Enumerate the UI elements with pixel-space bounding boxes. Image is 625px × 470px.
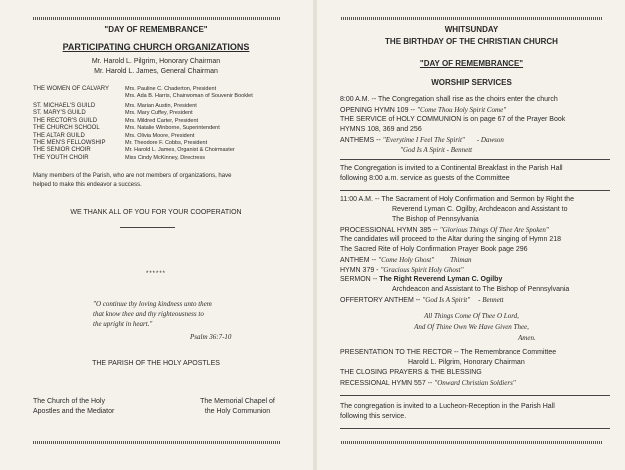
early-anthems: ANTHEMS -- "Everytime I Feel The Spirit" - Dawson <box>340 136 504 144</box>
verse-line-2: And Of Thine Own We Have Given Thee, <box>414 323 529 331</box>
early-service-intro: 8:00 A.M. -- The Congregation shall rise as the choirs enter the church <box>340 96 558 103</box>
breakfast-line-1: The Congregation is invited to a Continental Breakfast in the Parish Hall <box>340 165 563 172</box>
organization-name: ST. MARY'S GUILD <box>33 110 86 117</box>
quote-reference: Psalm 36:7-10 <box>190 333 232 341</box>
organization-member: Miss Cindy McKinney, Directress <box>125 154 205 161</box>
luncheon-line-2: following this service. <box>340 413 407 420</box>
processional-hymn: PROCESSIONAL HYMN 385 -- "Glorious Things Of Thee Are Spoken" <box>340 226 549 234</box>
sermon-line: SERMON -- The Right Reverend Lyman C. Ogilby <box>340 276 503 283</box>
hymn-379: HYMN 379 - "Gracious Spirit Holy Ghost" <box>340 266 464 274</box>
late-anthem: ANTHEM -- "Come Holy Ghost" Thiman <box>340 256 472 264</box>
confirmation-line-1: 11:00 A.M. -- The Sacrament of Holy Confirmation and Sermon by Right the <box>340 196 574 203</box>
quote-line-1: "O continue thy loving kindness unto them <box>93 300 212 308</box>
bottom-ornament-rule <box>33 441 281 444</box>
organization-member: Mr. Theodore F. Cobbs, President <box>125 140 208 147</box>
thanks-text: WE THANK ALL OF YOU FOR YOUR COOPERATION <box>70 209 242 216</box>
right-page <box>318 0 625 470</box>
page-gutter <box>313 0 317 470</box>
church-right-line-2: the Holy Communion <box>204 408 271 415</box>
opening-hymn: OPENING HYMN 109 -- "Come Thou Holy Spirit Come" <box>340 106 507 114</box>
organization-name: THE ALTAR GUILD <box>33 132 85 139</box>
honorary-chairman: Mr. Harold L. Pilgrim, Honorary Chairman <box>91 58 221 65</box>
divider-4 <box>340 428 610 429</box>
church-left-line-1: The Church of the Holy <box>33 398 105 405</box>
top-ornament-rule <box>33 17 281 20</box>
sacred-rite-note: The Sacred Rite of Holy Confirmation Prayer Book page 296 <box>340 246 528 253</box>
organization-name: THE CHURCH SCHOOL <box>33 125 100 132</box>
organization-member: Mrs. Ada B. Harris, Chairwoman of Souvenir Booklet <box>125 93 253 100</box>
remembrance-title: "DAY OF REMEMBRANCE" <box>419 59 524 68</box>
confirmation-line-2: Reverend Lyman C. Ogilby, Archdeacon and Assistant to <box>392 206 568 213</box>
organizations-heading: PARTICIPATING CHURCH ORGANIZATIONS <box>62 42 250 52</box>
organization-name: THE SENIOR CHOIR <box>33 147 91 154</box>
stars-ornament: ****** <box>145 271 166 277</box>
organization-name: THE RECTOR'S GUILD <box>33 117 98 124</box>
worship-services-heading: WORSHIP SERVICES <box>431 78 512 87</box>
verse-line-1: All Things Come Of Thee O Lord, <box>424 312 519 320</box>
general-chairman: Mr. Harold L. James, General Chairman <box>94 68 218 75</box>
organization-name: ST. MICHAEL'S GUILD <box>33 103 96 110</box>
whitsunday-title: WHITSUNDAY <box>444 25 499 34</box>
recessional-hymn: RECESSIONAL HYMN 557 -- "Onward Christian Soldiers" <box>340 379 516 387</box>
presentation-line-2: Harold L. Pilgrim, Honorary Chairman <box>408 359 525 366</box>
closing-prayers: THE CLOSING PRAYERS & THE BLESSING <box>340 369 482 376</box>
verse-amen: Amen. <box>518 334 536 342</box>
divider-2 <box>340 190 610 191</box>
parish-name: THE PARISH OF THE HOLY APOSTLES <box>92 360 220 367</box>
early-anthem-2: "God Is A Spirit - Bennett <box>400 146 473 154</box>
left-header-title: "DAY OF REMEMBRANCE" <box>104 25 208 34</box>
divider-3 <box>340 395 610 396</box>
divider-1 <box>340 159 610 160</box>
organization-member: Mrs. Olivia Moore, President <box>125 132 195 139</box>
sermon-subtitle: Archdeacon and Assistant to The Bishop of Pennsylvania <box>392 286 570 293</box>
organization-name: THE WOMEN OF CALVARY <box>33 86 110 92</box>
quote-line-2: that know thee and thy righteousness to <box>93 310 204 318</box>
church-left-line-2: Apostles and the Mediator <box>33 408 115 415</box>
holy-communion-note: THE SERVICE of HOLY COMMUNION is on page 67 of the Prayer Book <box>340 116 566 123</box>
organization-member: Mrs. Mary Cuffey, President <box>125 110 193 117</box>
left-page <box>0 0 312 470</box>
organization-member: Mrs. Pauline C. Chaderton, President <box>125 86 217 92</box>
quote-line-3: the upright in heart." <box>93 320 153 328</box>
thanks-divider <box>120 227 175 228</box>
candidates-note: The candidates will proceed to the Altar during the singing of Hymn 218 <box>340 236 562 243</box>
birthday-title: THE BIRTHDAY OF THE CHRISTIAN CHURCH <box>385 37 558 46</box>
organization-member: Mrs. Natalie Winborne, Superintendent <box>125 125 220 132</box>
organization-name: THE MEN'S FELLOWSHIP <box>33 140 106 147</box>
presentation-line-1: PRESENTATION TO THE RECTOR -- The Remembrance Committee <box>340 349 557 356</box>
organization-member: Mrs. Mildred Carter, President <box>125 117 199 124</box>
organization-name: THE YOUTH CHOIR <box>33 154 89 161</box>
organization-member: Mrs. Marian Austin, President <box>125 103 197 110</box>
bottom-ornament-rule-right <box>341 441 603 444</box>
luncheon-line-1: The congregation is invited to a Lucheon-Reception in the Parish Hall <box>340 403 555 410</box>
church-right-line-1: The Memorial Chapel of <box>200 398 275 405</box>
top-ornament-rule-right <box>341 17 603 20</box>
offertory-anthem: OFFERTORY ANTHEM -- "God Is A Spirit" - Bennett <box>340 296 504 304</box>
organization-member: Mr. Harold L. James, Organist & Choirmaster <box>125 147 235 154</box>
early-hymns: HYMNS 108, 369 and 256 <box>340 126 422 133</box>
breakfast-line-2: following 8:00 a.m. service as guests of the Committee <box>340 175 510 182</box>
confirmation-line-3: The Bishop of Pennsylvania <box>392 216 479 223</box>
parish-note: Many members of the Parish, who are not members of organizations, have helped to make this endeavor a success. <box>33 173 232 188</box>
